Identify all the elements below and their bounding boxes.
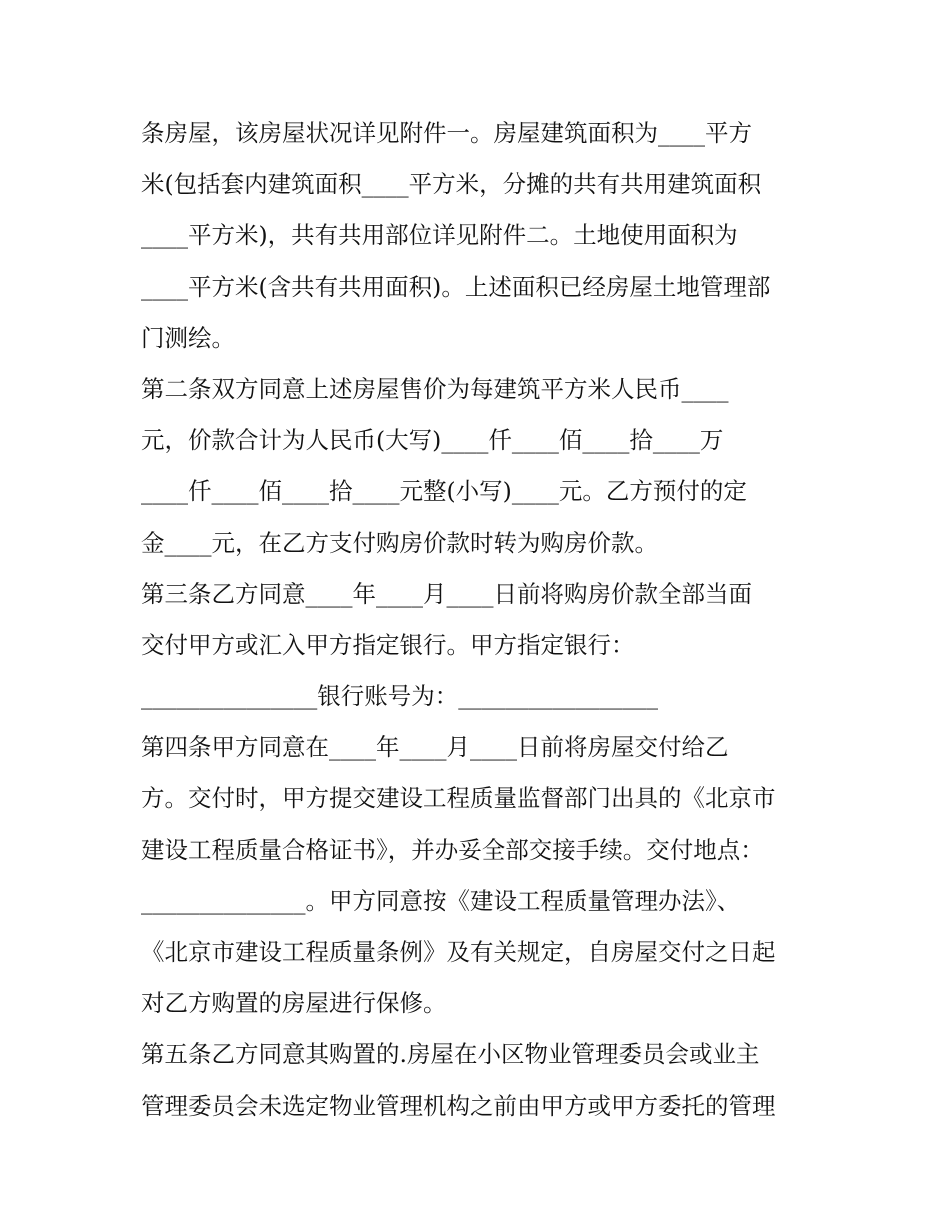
text-line: 建设工程质量合格证书》，并办妥全部交接手续。交付地点： [141,835,764,864]
text-line: 条房屋，该房屋状况详见附件一。房屋建筑面积为____平方 [141,119,752,147]
text-line: _______________银行账号为：_________________ [141,682,658,711]
text-line: 第二条双方同意上述房屋售价为每建筑平方米人民币____ [141,374,729,403]
text-line: ______________。甲方同意按《建设工程质量管理办法》、 [141,886,741,915]
text-line: 元，价款合计为人民币(大写)____仟____佰____拾____万 [141,426,724,455]
text-line: 方。交付时，甲方提交建设工程质量监督部门出具的《北京市 [141,784,776,813]
text-line: 第四条甲方同意在____年____月____日前将房屋交付给乙 [141,733,729,762]
text-line: ____仟____佰____拾____元整(小写)____元。乙方预付的定 [141,477,747,506]
text-line: 交付甲方或汇入甲方指定银行。甲方指定银行： [141,630,635,659]
text-line: ____平方米)，共有共用部位详见附件二。土地使用面积为 [141,221,738,250]
text-line: ____平方米(含共有共用面积)。上述面积已经房屋土地管理部 [141,272,771,301]
text-line: 金____元，在乙方支付购房价款时转为购房价款。 [141,528,658,557]
text-line: 管理委员会未选定物业管理机构之前由甲方或甲方委托的管理 [141,1091,776,1120]
text-line: 第三条乙方同意____年____月____日前将购房价款全部当面 [141,579,752,608]
text-line: 对乙方购置的房屋进行保修。 [141,989,447,1018]
text-line: 米(包括套内建筑面积____平方米，分摊的共有共用建筑面积 [141,170,762,199]
text-line: 门测绘。 [141,323,235,352]
contract-text [141,108,821,1132]
text-line: 《北京市建设工程质量条例》及有关规定，自房屋交付之日起 [141,938,776,966]
text-line: 第五条乙方同意其购置的.房屋在小区物业管理委员会或业主 [141,1040,760,1069]
